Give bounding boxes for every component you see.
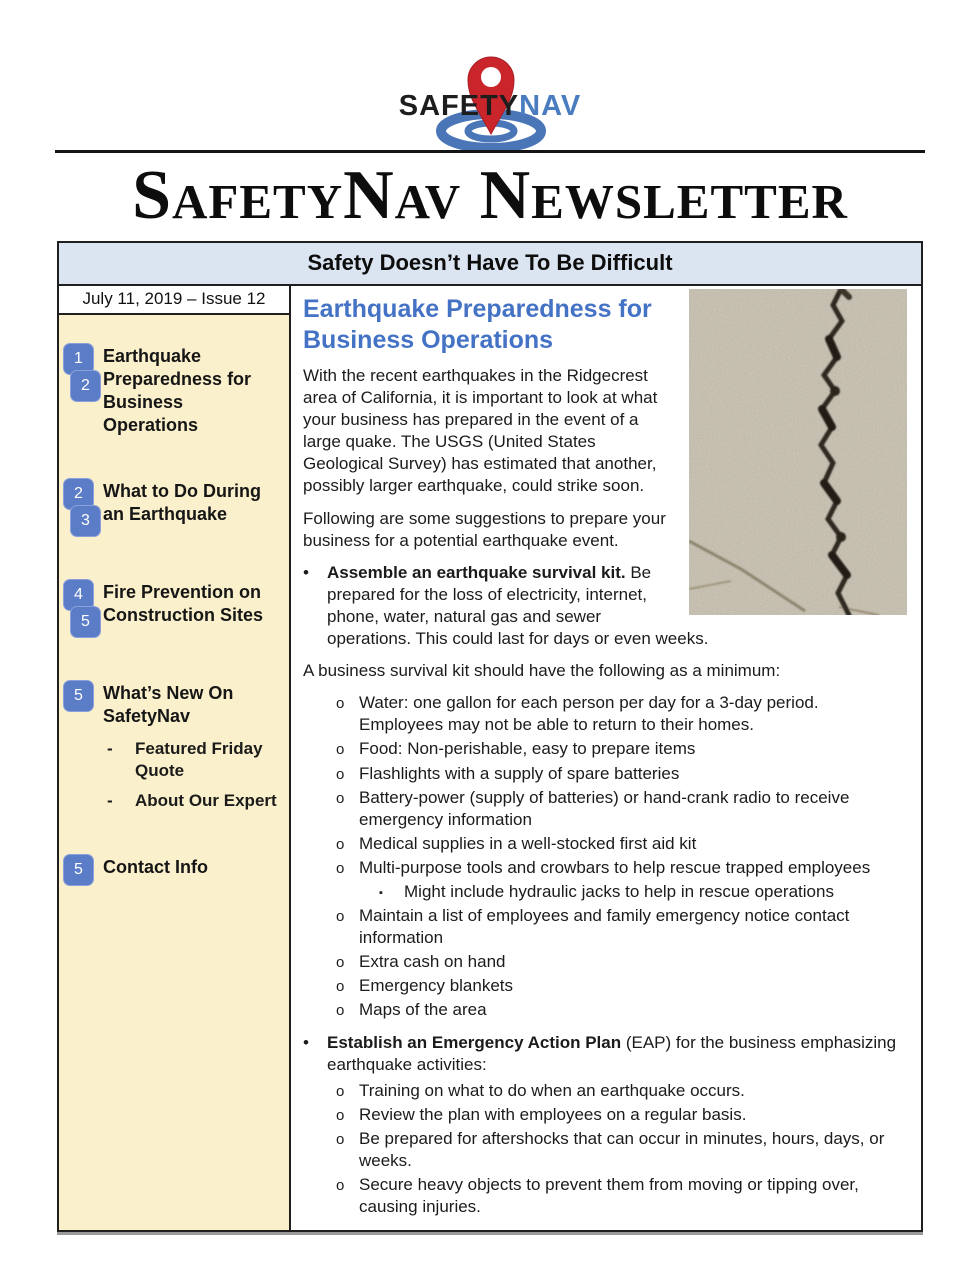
sidebar: [59, 286, 291, 1230]
kit-item-text: Extra cash on hand: [359, 952, 506, 972]
kit-item: [303, 763, 907, 785]
circle-bullet-icon: o: [336, 789, 345, 807]
cracked-ground-photo: [689, 289, 907, 615]
eap-item: [303, 1128, 907, 1172]
toc-entry-label: Fire Prevention on Construction Sites: [103, 582, 264, 626]
eap-item-text: Be prepared for aftershocks that can occur in minutes, hours, days, or weeks.: [359, 1128, 885, 1170]
article-heading: Earthquake Preparedness for Business Operations: [303, 295, 652, 354]
kit-item-text: Maintain a list of employees and family emergency notice contact information: [359, 906, 850, 948]
page-number-badge: 4: [63, 579, 94, 611]
article-paragraph-2: Following are some suggestions to prepare your business for a potential earthquake event.: [303, 508, 666, 550]
circle-bullet-icon: o: [336, 1002, 345, 1020]
circle-bullet-icon: o: [336, 1177, 345, 1195]
newsletter-body: [57, 241, 923, 1232]
eap-item-text: Secure heavy objects to prevent them from moving or tipping over, causing injuries.: [359, 1175, 859, 1217]
page-badges: [63, 680, 103, 812]
circle-bullet-icon: o: [336, 1106, 345, 1124]
toc-entry: [103, 343, 283, 436]
toc-entry-label: Contact Info: [103, 857, 208, 878]
eap-item-text: Training on what to do when an earthquake occurs.: [359, 1080, 745, 1100]
eap-item: [303, 1174, 907, 1218]
circle-bullet-icon: o: [336, 741, 345, 759]
toc-entry-label: What’s New On SafetyNav: [103, 683, 234, 727]
circle-bullet-icon: o: [336, 859, 345, 877]
dash-bullet: -: [107, 791, 113, 811]
circle-bullet-icon: o: [336, 1082, 345, 1100]
bullet-establish-eap: [303, 1032, 907, 1076]
kit-item-text: Multi-purpose tools and crowbars to help rescue trapped employees: [359, 857, 871, 877]
kit-item: [303, 999, 907, 1021]
kit-intro: A business survival kit should have the following as a minimum:: [303, 661, 781, 681]
tagline-banner: Safety Doesn’t Have To Be Difficult: [59, 243, 921, 286]
page-number-badge: 5: [70, 606, 101, 638]
square-bullet-icon: ▪: [379, 886, 383, 899]
page-number-badge: 3: [70, 505, 101, 537]
columns: [59, 286, 921, 1230]
toc-item: [63, 854, 283, 886]
kit-item: [303, 975, 907, 997]
toc-item: [63, 478, 283, 537]
circle-bullet-icon: o: [336, 765, 345, 783]
eap-item: [303, 1080, 907, 1102]
kit-subitem: [303, 881, 907, 903]
toc-sublist: [103, 738, 283, 812]
page-badges: [63, 854, 103, 886]
toc-entry: [103, 854, 208, 886]
kit-item: [303, 738, 907, 760]
page-badges: [63, 343, 103, 436]
bullet-lead-rest: Be prepared for the loss of electricity, internet, phone, water, natural gas and sewer operations. This could last for days or even weeks.: [327, 562, 709, 649]
kit-item: [303, 905, 907, 949]
eap-list: [303, 1080, 907, 1219]
dash-bullet: -: [107, 739, 113, 759]
toc-sub-label: Featured Friday Quote: [135, 739, 263, 781]
kit-item: [303, 857, 907, 879]
circle-bullet-icon: o: [336, 908, 345, 926]
page-badges: [63, 478, 103, 537]
toc-sub-item: [103, 790, 283, 812]
kit-item: [303, 692, 907, 736]
bullet-lead-rest: (EAP) for the business emphasizing earthquake activities:: [327, 1032, 897, 1074]
kit-item: [303, 833, 907, 855]
toc-entry-label: Earthquake Preparedness for Business Operations: [103, 346, 252, 435]
eap-item-text: Review the plan with employees on a regular basis.: [359, 1104, 747, 1124]
toc-sub-item: [103, 738, 283, 782]
kit-item-text: Maps of the area: [359, 1000, 487, 1020]
page-number-badge: 2: [63, 478, 94, 510]
kit-item-text: Flashlights with a supply of spare batteries: [359, 763, 680, 783]
kit-item-text: Emergency blankets: [359, 976, 514, 996]
circle-bullet-icon: o: [336, 1130, 345, 1148]
masthead-rule: [55, 150, 925, 153]
toc-entry: [103, 680, 283, 812]
kit-item-text: Food: Non-perishable, easy to prepare items: [359, 739, 696, 759]
page-number-badge: 2: [70, 370, 101, 402]
issue-date: July 11, 2019 – Issue 12: [59, 286, 289, 315]
kit-item-text: Battery-power (supply of batteries) or hand-crank radio to receive emergency information: [359, 787, 850, 829]
circle-bullet-icon: o: [336, 695, 345, 713]
bullet-icon: •: [303, 1032, 309, 1052]
newsletter-title: SafetyNav Newsletter: [132, 157, 848, 234]
circle-bullet-icon: o: [336, 978, 345, 996]
bullet-icon: •: [303, 562, 309, 582]
page-number-badge: 5: [63, 854, 94, 886]
kit-item: [303, 787, 907, 831]
page-number-badge: 1: [63, 343, 94, 375]
table-of-contents: [59, 315, 289, 1230]
toc-item: [63, 343, 283, 436]
bullet-lead-bold: Assemble an earthquake survival kit.: [327, 562, 626, 582]
toc-entry: [103, 579, 283, 638]
article-paragraph-1: With the recent earthquakes in the Ridgecrest area of California, it is important to look at what your business has prepared in the event of a large quake. The USGS (United States Geological Survey) has estimated that another, possibly larger earthquake, could strike soon.: [303, 366, 658, 496]
page-badges: [63, 579, 103, 638]
toc-item: [63, 680, 283, 812]
toc-entry: [103, 478, 283, 537]
circle-bullet-icon: o: [336, 954, 345, 972]
eap-item: [303, 1104, 907, 1126]
toc-item: [63, 579, 283, 638]
safetynav-logo: [355, 36, 625, 150]
kit-item-text: Medical supplies in a well-stocked first aid kit: [359, 833, 697, 853]
bullet-lead-bold: Establish an Emergency Action Plan: [327, 1032, 622, 1052]
article: [291, 286, 921, 1230]
logo-wordmark: [355, 90, 625, 123]
circle-bullet-icon: o: [336, 835, 345, 853]
kit-subitem-text: Might include hydraulic jacks to help in rescue operations: [404, 881, 834, 901]
kit-list: [303, 692, 907, 1021]
kit-item-text: Water: one gallon for each person per day for a 3-day period. Employees may not be able to return to their homes.: [359, 693, 819, 735]
kit-item: [303, 951, 907, 973]
logo-word-nav: NAV: [519, 90, 582, 122]
toc-entry-label: What to Do During an Earthquake: [103, 481, 261, 525]
page-number-badge: 5: [63, 680, 94, 712]
toc-sub-label: About Our Expert: [135, 791, 277, 811]
logo-word-safety: SAFETY: [398, 90, 520, 122]
